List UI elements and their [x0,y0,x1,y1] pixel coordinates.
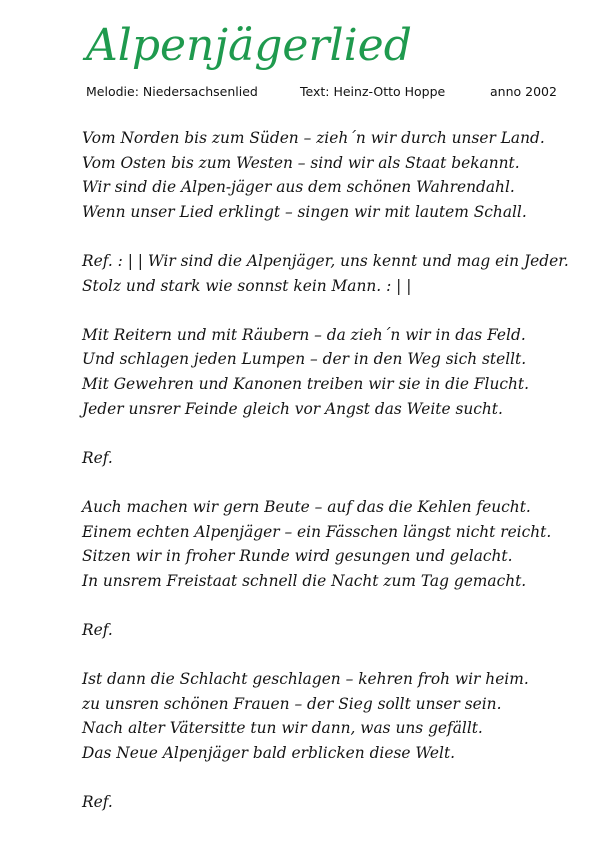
stanza-spacer [82,765,594,790]
lyric-line: Vom Osten bis zum Westen – sind wir als Staat bekannt. [82,153,520,172]
lyric-line: Einem echten Alpenjäger – ein Fässchen längst nicht reicht. [82,522,552,541]
song-title: Alpenjägerlied [86,20,412,71]
stanza-2 [82,323,594,421]
stanza-spacer [82,593,594,618]
lyric-line: Und schlagen jeden Lumpen – der in den Weg sich stellt. [82,350,527,369]
refrain-line: Stolz und stark wie sonnst kein Mann. : | | [82,276,412,295]
lyric-line: In unsrem Freistaat schnell die Nacht zum Tag gemacht. [82,571,527,590]
lyric-line: Wenn unser Lied erklingt – singen wir mit lautem Schall. [82,202,527,221]
lyric-line: Mit Gewehren und Kanonen treiben wir sie in die Flucht. [82,374,529,393]
text-credit: Text: Heinz-Otto Hoppe [300,84,446,99]
lyric-line: Vom Norden bis zum Süden – zieh´n wir durch unser Land. [82,129,545,147]
lyric-line: Auch machen wir gern Beute – auf das die Kehlen feucht. [82,497,531,516]
lyric-line: Mit Reitern und mit Räubern – da zieh´n wir in das Feld. [82,325,526,344]
refrain-marker: Ref. [82,793,113,812]
lyric-line: Nach alter Vätersitte tun wir dann, was uns gefällt. [82,719,483,738]
lyric-line: Wir sind die Alpen-jäger aus dem schönen Wahrendahl. [82,178,515,197]
stanza-spacer [82,642,594,667]
lyric-line: Sitzen wir in froher Runde wird gesungen und gelacht. [82,547,513,566]
refrain [82,249,594,298]
refrain-marker-3 [82,790,594,815]
melody-credit: Melodie: Niedersachsenlied [86,84,258,99]
stanza-spacer [82,298,594,323]
stanza-spacer [82,470,594,495]
stanza-spacer [82,224,594,249]
lyrics [82,126,594,815]
year-credit: anno 2002 [490,84,557,99]
refrain-marker-2 [82,618,594,643]
stanza-3 [82,495,594,593]
stanza-spacer [82,421,594,446]
refrain-marker: Ref. [82,448,113,467]
lyric-line: Das Neue Alpenjäger bald erblicken diese Welt. [82,743,456,762]
refrain-marker-1 [82,446,594,471]
stanza-1 [82,126,594,224]
stanza-4 [82,667,594,765]
refrain-marker: Ref. [82,620,113,639]
lyric-line: Jeder unsrer Feinde gleich vor Angst das Weite sucht. [82,399,503,418]
lyric-line: Ist dann die Schlacht geschlagen – kehren froh wir heim. [82,670,529,689]
lyric-line: zu unsren schönen Frauen – der Sieg sollt unser sein. [82,694,502,713]
refrain-line: Ref. : | | Wir sind die Alpenjäger, uns kennt und mag ein Jeder. [82,251,569,270]
